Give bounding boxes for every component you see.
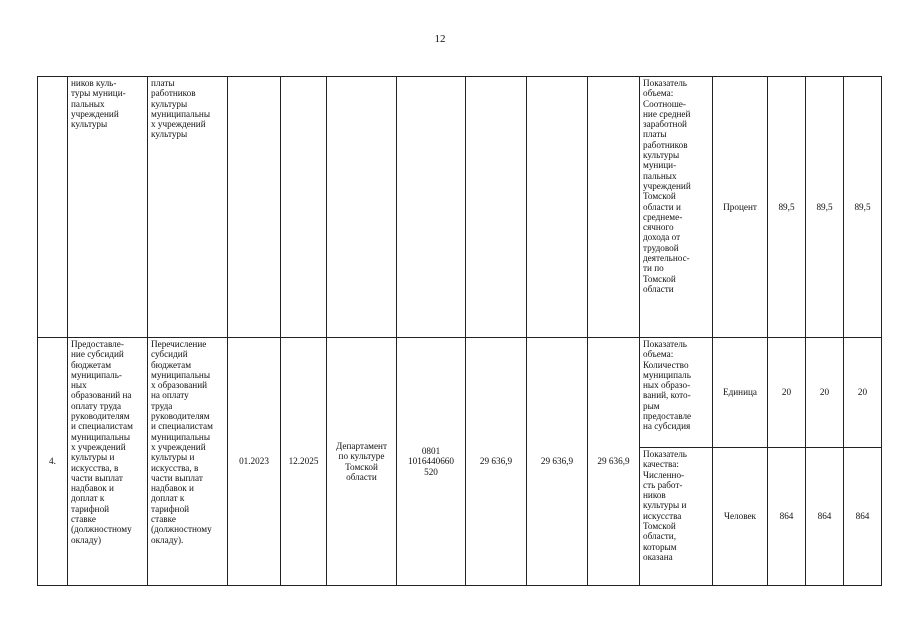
- cell-indicator: Показатель объема: Количество муниципаль ных образо- ваний, кото- рым предоставле на субсидия: [640, 338, 713, 448]
- cell-end: [281, 77, 327, 338]
- cell-end: 12.2025: [281, 338, 327, 586]
- page-number: 12: [434, 33, 446, 45]
- cell-name: ников куль- туры муници- пальных учреждений культуры: [68, 77, 148, 338]
- cell-unit: Процент: [713, 77, 768, 338]
- cell-number: [38, 77, 68, 338]
- cell-number: 4.: [38, 338, 68, 586]
- cell-value: 20: [844, 338, 882, 448]
- cell-event: платы работников культуры муниципальны х учреждений культуры: [148, 77, 228, 338]
- cell-amount: 29 636,9: [527, 338, 588, 586]
- cell-value: 89,5: [844, 77, 882, 338]
- program-table: [37, 76, 882, 586]
- cell-unit: Человек: [713, 448, 768, 586]
- cell-unit: Единица: [713, 338, 768, 448]
- cell-value: 89,5: [768, 77, 806, 338]
- cell-executor: [327, 77, 397, 338]
- cell-value: 20: [768, 338, 806, 448]
- cell-name: Предоставле- ние субсидий бюджетам муниципаль- ных образований на оплату труда руководителям и специалистам муниципальны х учреждений культуры и искусства, в части выплат надбавок и доплат к тарифной ставке (должностному окладу): [68, 338, 148, 586]
- cell-indicator: Показатель качества: Численно- сть работ- ников культуры и искусства Томской области, которым оказана: [640, 448, 713, 586]
- cell-value: 864: [844, 448, 882, 586]
- cell-event: Перечисление субсидий бюджетам муниципальны х образований на оплату труда руководителям и специалистам муниципальны х учреждений культуры и искусства, в части выплат надбавок и доплат к тарифной ставке (должностному окладу).: [148, 338, 228, 586]
- cell-value: 864: [768, 448, 806, 586]
- cell-start: 01.2023: [228, 338, 281, 586]
- cell-kbk: 0801 1016440660 520: [397, 338, 466, 586]
- cell-kbk: [397, 77, 466, 338]
- cell-amount: [588, 77, 640, 338]
- cell-amount: [527, 77, 588, 338]
- cell-amount: 29 636,9: [588, 338, 640, 586]
- cell-value: 89,5: [806, 77, 844, 338]
- cell-start: [228, 77, 281, 338]
- cell-value: 864: [806, 448, 844, 586]
- cell-value: 20: [806, 338, 844, 448]
- cell-amount: 29 636,9: [466, 338, 527, 586]
- cell-amount: [466, 77, 527, 338]
- continued-row: [38, 77, 882, 338]
- row-4-top: [38, 338, 882, 448]
- cell-executor: Департамент по культуре Томской области: [327, 338, 397, 586]
- cell-indicator: Показатель объема: Соотноше- ние средней заработной платы работников культуры муници- пальных учреждений Томской области и среднеме- сячного дохода от трудовой деятельнос- ти по Томской области: [640, 77, 713, 338]
